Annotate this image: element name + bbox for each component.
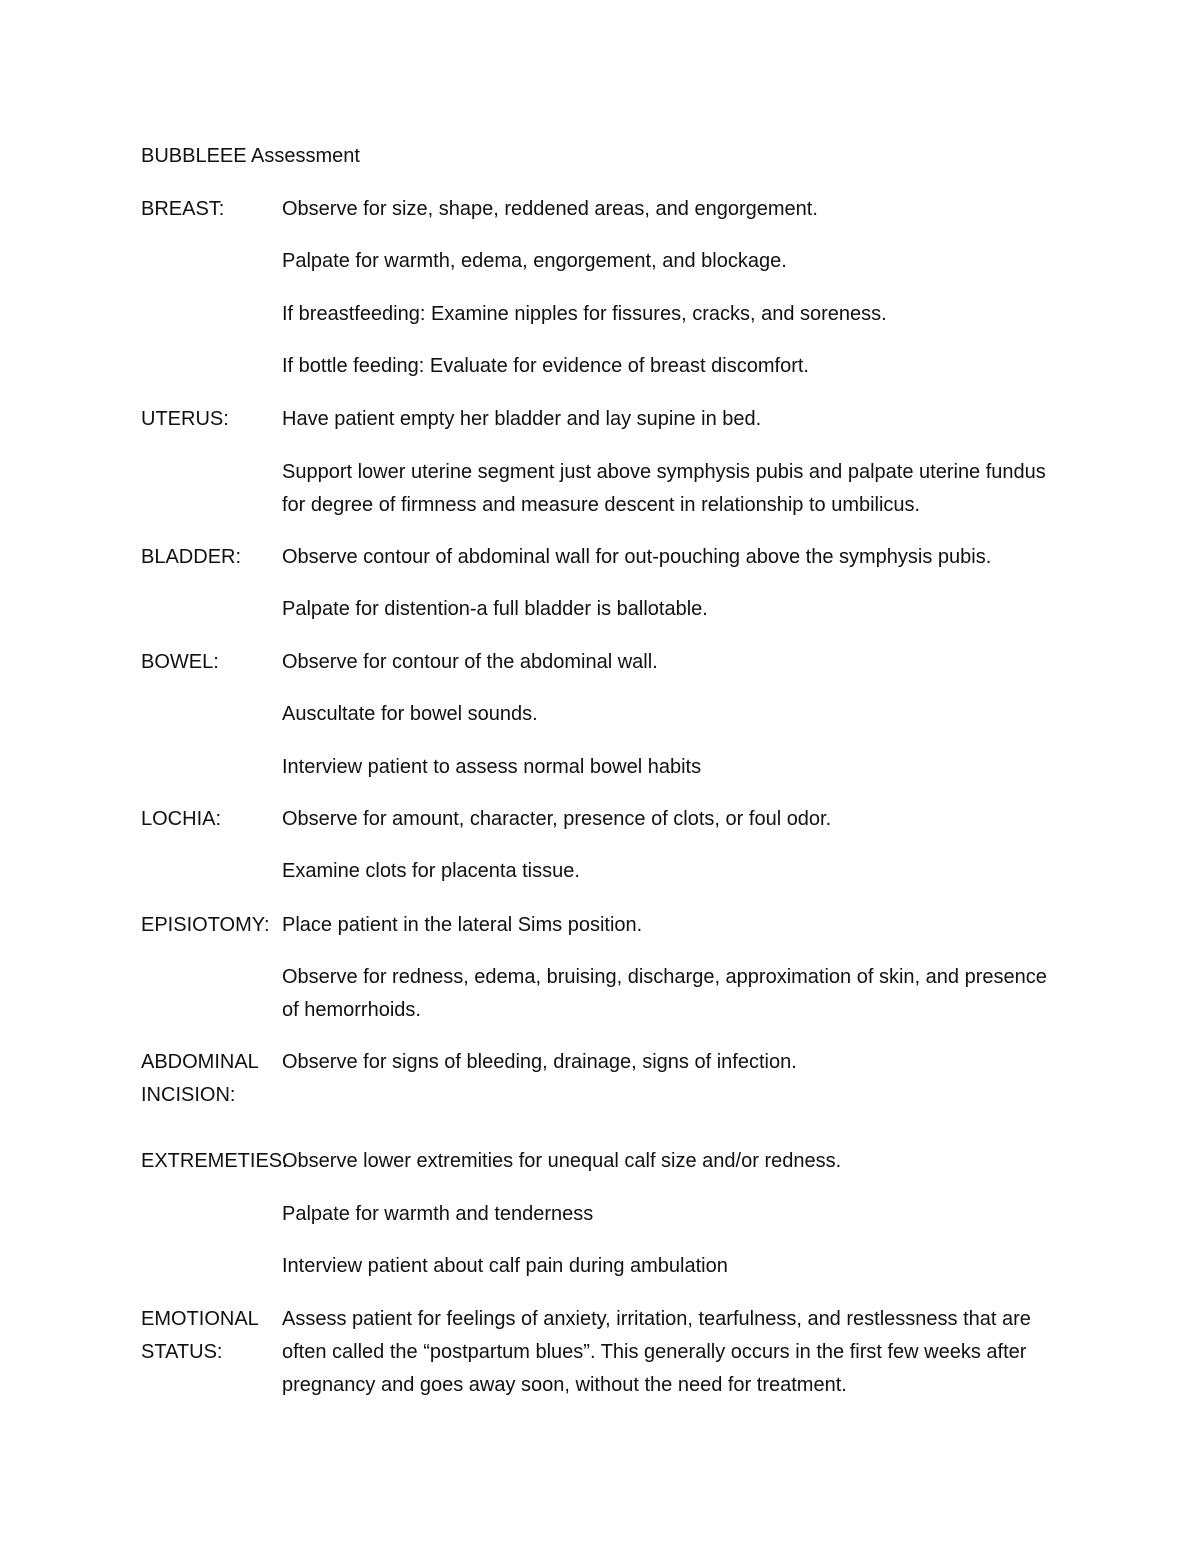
list-item: Place patient in the lateral Sims position. [282,914,643,936]
section-label: UTERUS: [141,408,229,430]
section-label: EXTREMETIES: [141,1150,288,1172]
list-item: Observe for amount, character, presence of clots, or foul odor. [282,808,832,830]
list-item: Palpate for warmth, edema, engorgement, and blockage. [282,250,787,272]
list-item: Interview patient to assess normal bowel habits [282,756,702,778]
section-label: BLADDER: [141,546,242,568]
list-item: Palpate for distention-a full bladder is ballotable. [282,598,708,620]
list-item: If bottle feeding: Evaluate for evidence of breast discomfort. [282,355,809,377]
list-item: Interview patient about calf pain during ambulation [282,1255,728,1277]
list-item: Observe for contour of the abdominal wall. [282,651,658,673]
section-label: BREAST: [141,198,225,220]
list-item: Observe contour of abdominal wall for out-pouching above the symphysis pubis. [282,546,992,568]
list-item: Assess patient for feelings of anxiety, irritation, tearfulness, and restlessness that are often called the “postpartum blues”. This generally occurs in the first few weeks after pregnancy and goes away soon, without the need for treatment. [282,1308,1031,1396]
list-item: Observe for signs of bleeding, drainage, signs of infection. [282,1051,797,1073]
section-label: EPISIOTOMY: [141,914,270,936]
list-item: Observe for size, shape, reddened areas, and engorgement. [282,198,818,220]
list-item: Auscultate for bowel sounds. [282,703,538,725]
list-item: Observe for redness, edema, bruising, discharge, approximation of skin, and presence of hemorrhoids. [282,966,1047,1021]
list-item: If breastfeeding: Examine nipples for fissures, cracks, and soreness. [282,303,887,325]
section-label: EMOTIONAL STATUS: [141,1308,259,1363]
section-label: BOWEL: [141,651,219,673]
list-item: Have patient empty her bladder and lay supine in bed. [282,408,762,430]
list-item: Examine clots for placenta tissue. [282,860,580,882]
document-title: BUBBLEEE Assessment [141,145,360,167]
list-item: Palpate for warmth and tenderness [282,1203,594,1225]
section-label: LOCHIA: [141,808,222,830]
list-item: Observe lower extremities for unequal calf size and/or redness. [282,1150,842,1172]
section-label: ABDOMINAL INCISION: [141,1051,259,1106]
list-item: Support lower uterine segment just above symphysis pubis and palpate uterine fundus for degree of firmness and measure descent in relationship to umbilicus. [282,461,1046,516]
